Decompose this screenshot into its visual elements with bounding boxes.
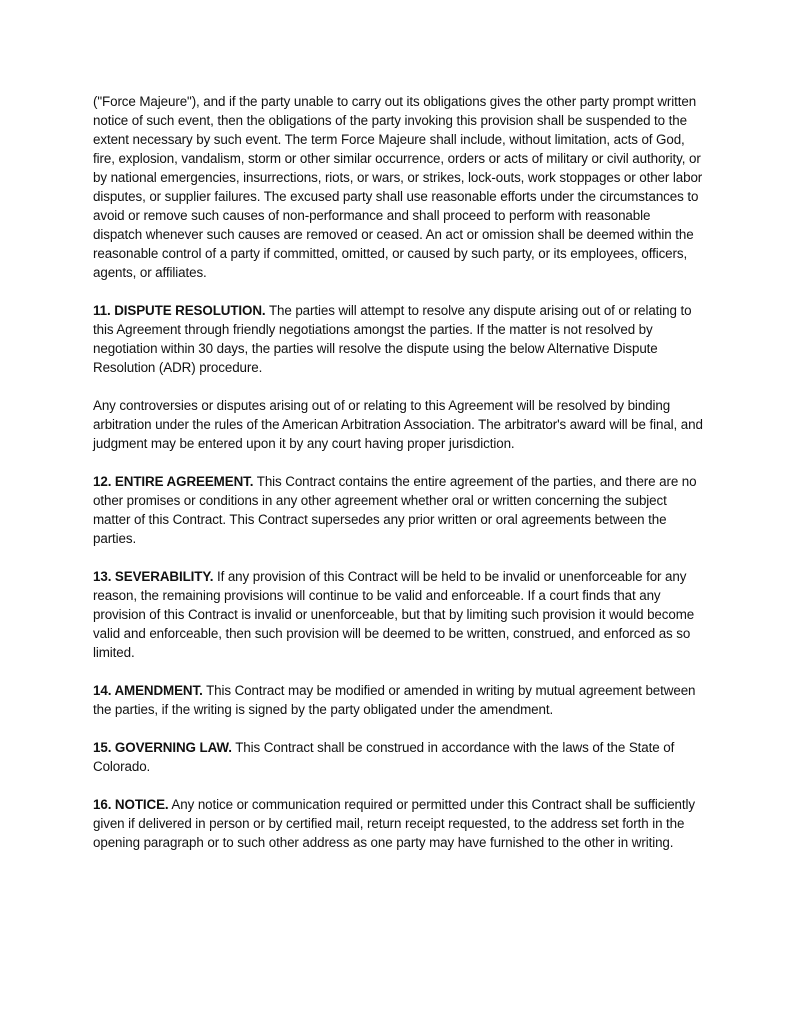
section-heading: 13. SEVERABILITY. [93, 569, 214, 584]
section-text: Any controversies or disputes arising out of or relating to this Agreement will be resolved by binding arbitration under the rules of the American Arbitration Association. The arbitrator's award will be final, and judgment may be entered upon it by any court having proper jurisdiction. [93, 398, 703, 451]
section-entire-agreement [93, 472, 703, 548]
section-governing-law [93, 738, 703, 776]
section-text: This Contract shall be construed in accordance with the laws of the State of Colorado. [93, 740, 675, 774]
paragraph-text: ("Force Majeure"), and if the party unable to carry out its obligations gives the other party prompt written notice of such event, then the obligations of the party invoking this provision shall be suspended to the extent necessary by such event. The term Force Majeure shall include, without limitation, acts of God, fire, explosion, vandalism, storm or other similar occurrence, orders or acts of military or civil authority, or by national emergencies, insurrections, riots, or wars, or strikes, lock-outs, work stoppages or other labor disputes, or supplier failures. The excused party shall use reasonable efforts under the circumstances to avoid or remove such causes of non-performance and shall proceed to perform with reasonable dispatch whenever such causes are removed or ceased. An act or omission shall be deemed within the reasonable control of a party if committed, omitted, or caused by such party, or its employees, officers, agents, or affiliates. [93, 94, 703, 280]
section-severability [93, 567, 703, 662]
section-heading: 16. NOTICE. [93, 797, 169, 812]
section-text: The parties will attempt to resolve any dispute arising out of or relating to this Agreement through friendly negotiations amongst the parties. If the matter is not resolved by negotiation within 30 days, the parties will resolve the dispute using the below Alternative Dispute Resolution (ADR) procedure. [93, 303, 692, 375]
section-dispute-resolution [93, 301, 703, 377]
section-text: This Contract may be modified or amended in writing by mutual agreement between the parties, if the writing is signed by the party obligated under the amendment. [93, 683, 696, 717]
section-amendment [93, 681, 703, 719]
force-majeure-paragraph [93, 92, 703, 282]
section-heading: 11. DISPUTE RESOLUTION. [93, 303, 266, 318]
section-text: This Contract contains the entire agreement of the parties, and there are no other promises or conditions in any other agreement whether oral or written concerning the subject matter of this Contract. This Contract supersedes any prior written or oral agreements between the parties. [93, 474, 697, 546]
section-heading: 15. GOVERNING LAW. [93, 740, 232, 755]
section-heading: 14. AMENDMENT. [93, 683, 203, 698]
document-body [93, 92, 703, 871]
section-text: If any provision of this Contract will be held to be invalid or unenforceable for any reason, the remaining provisions will continue to be valid and enforceable. If a court finds that any provision of this Contract is invalid or unenforceable, but that by limiting such provision it would become valid and enforceable, then such provision will be deemed to be written, construed, and enforced as so limited. [93, 569, 695, 660]
section-text: Any notice or communication required or permitted under this Contract shall be sufficiently given if delivered in person or by certified mail, return receipt requested, to the address set forth in the opening paragraph or to such other address as one party may have furnished to the other in writing. [93, 797, 695, 850]
section-heading: 12. ENTIRE AGREEMENT. [93, 474, 254, 489]
section-notice [93, 795, 703, 852]
section-arbitration [93, 396, 703, 453]
